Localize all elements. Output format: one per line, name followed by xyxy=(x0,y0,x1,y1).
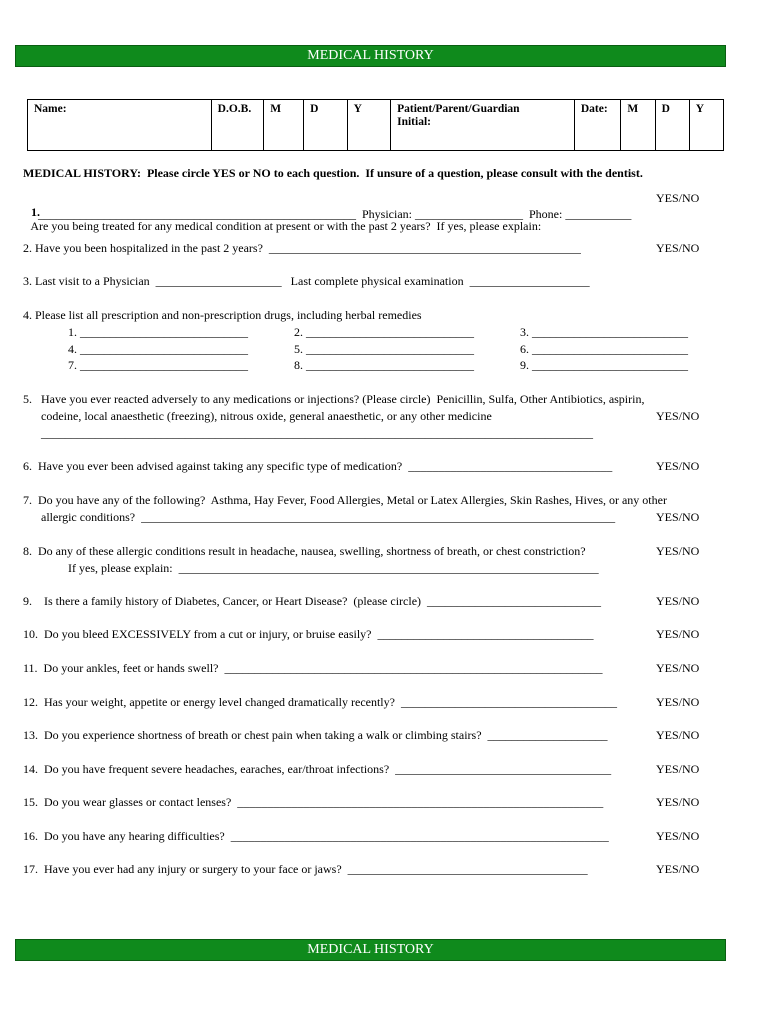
question-15: 15. Do you wear glasses or contact lenses? _____________________________________________________________ xyxy=(23,795,604,809)
question-5-yesno[interactable]: YES/NO xyxy=(656,409,700,423)
question-17-yesno[interactable]: YES/NO xyxy=(656,862,700,876)
question-12-yesno[interactable]: YES/NO xyxy=(656,695,700,709)
drug-line-6[interactable]: 6. __________________________ xyxy=(520,342,688,356)
date-day-field[interactable] xyxy=(655,100,689,151)
question-10: 10. Do you bleed EXCESSIVELY from a cut or injury, or bruise easily? ____________________________________ xyxy=(23,627,594,641)
dob-day-field[interactable] xyxy=(304,100,347,151)
patient-initial-field[interactable] xyxy=(391,100,575,151)
question-13: 13. Do you experience shortness of breath or chest pain when taking a walk or climbing stairs? ____________________ xyxy=(23,728,608,742)
question-16-yesno[interactable]: YES/NO xyxy=(656,829,700,843)
date-month-field[interactable] xyxy=(621,100,655,151)
question-1-yesno[interactable]: YES/NO xyxy=(656,191,700,205)
question-5-explain-line[interactable]: ____________________________________________________________________________________________ xyxy=(41,426,593,440)
question-13-yesno[interactable]: YES/NO xyxy=(656,728,700,742)
question-15-yesno[interactable]: YES/NO xyxy=(656,795,700,809)
question-12: 12. Has your weight, appetite or energy level changed dramatically recently? ____________________________________ xyxy=(23,695,617,709)
drug-line-1[interactable]: 1. ____________________________ xyxy=(68,325,248,339)
drug-line-2[interactable]: 2. ____________________________ xyxy=(294,325,474,339)
patient-label-line1: Patient/Parent/Guardian xyxy=(397,103,520,115)
dob-label: D.O.B. xyxy=(217,103,252,115)
question-8-line1: 8. Do any of these allergic conditions result in headache, nausea, swelling, shortness of breath, or chest constriction? xyxy=(23,544,586,558)
question-1-number: 1. xyxy=(31,205,40,219)
question-10-yesno[interactable]: YES/NO xyxy=(656,627,700,641)
question-8-explain-line[interactable]: If yes, please explain: ______________________________________________________________________ xyxy=(68,561,599,575)
question-11-yesno[interactable]: YES/NO xyxy=(656,661,700,675)
date-label: Date: xyxy=(580,103,608,115)
question-14-yesno[interactable]: YES/NO xyxy=(656,762,700,776)
question-7-line2: allergic conditions? _______________________________________________________________________________ xyxy=(41,510,616,524)
drug-line-8[interactable]: 8. ____________________________ xyxy=(294,358,474,372)
dob-day-label: D xyxy=(310,103,319,115)
question-14: 14. Do you have frequent severe headaches, earaches, ear/throat infections? ____________________________________ xyxy=(23,762,612,776)
title-banner-top: MEDICAL HISTORY xyxy=(15,45,726,67)
dob-month-label: M xyxy=(270,103,282,115)
date-year-field[interactable] xyxy=(689,100,723,151)
question-6-yesno[interactable]: YES/NO xyxy=(656,459,700,473)
dob-year-label: Y xyxy=(353,103,362,115)
dob-field[interactable] xyxy=(211,100,264,151)
question-1-text: Are you being treated for any medical condition at present or with the past 2 years? If yes, please explain: xyxy=(30,219,542,233)
date-field[interactable] xyxy=(574,100,621,151)
question-1-explain-line[interactable]: _____________________________________________________ Physician: __________________ Phone: ___________ xyxy=(38,207,632,221)
dob-year-field[interactable] xyxy=(347,100,390,151)
question-9: 9. Is there a family history of Diabetes, Cancer, or Heart Disease? (please circle) _____________________________ xyxy=(23,594,602,608)
title-banner-bottom: MEDICAL HISTORY xyxy=(15,939,726,961)
patient-label-line2: Initial: xyxy=(397,116,431,128)
instructions: MEDICAL HISTORY: Please circle YES or NO to each question. If unsure of a question, please consult with the dentist. xyxy=(23,166,643,180)
question-2: 2. Have you been hospitalized in the past 2 years? ____________________________________________________ xyxy=(23,241,581,255)
question-16: 16. Do you have any hearing difficulties? _______________________________________________________________ xyxy=(23,829,609,843)
question-8-yesno[interactable]: YES/NO xyxy=(656,544,700,558)
patient-header-table xyxy=(27,99,724,151)
question-9-yesno[interactable]: YES/NO xyxy=(656,594,700,608)
drug-line-3[interactable]: 3. __________________________ xyxy=(520,325,688,339)
drug-line-5[interactable]: 5. ____________________________ xyxy=(294,342,474,356)
drug-line-9[interactable]: 9. __________________________ xyxy=(520,358,688,372)
drug-line-7[interactable]: 7. ____________________________ xyxy=(68,358,248,372)
question-6: 6. Have you ever been advised against taking any specific type of medication? __________________________________ xyxy=(23,459,613,473)
date-month-label: M xyxy=(627,103,639,115)
date-year-label: Y xyxy=(695,103,705,115)
question-5-line2: codeine, local anaesthetic (freezing), nitrous oxide, general anaesthetic, or any other medicine xyxy=(41,409,492,423)
question-11: 11. Do your ankles, feet or hands swell? _______________________________________________________________ xyxy=(23,661,603,675)
question-7-line1: 7. Do you have any of the following? Asthma, Hay Fever, Food Allergies, Metal or Latex Allergies, Skin Rashes, Hives, or any other xyxy=(23,493,667,507)
question-7-yesno[interactable]: YES/NO xyxy=(656,510,700,524)
question-2-yesno[interactable]: YES/NO xyxy=(656,241,700,255)
question-3: 3. Last visit to a Physician _____________________ Last complete physical examination ____________________ xyxy=(23,274,590,288)
date-day-label: D xyxy=(661,103,670,115)
question-5-line1: 5. Have you ever reacted adversely to any medications or injections? (Please circle) Penicillin, Sulfa, Other Antibiotics, aspirin, xyxy=(23,392,645,406)
question-17: 17. Have you ever had any injury or surgery to your face or jaws? ________________________________________ xyxy=(23,862,588,876)
question-4: 4. Please list all prescription and non-prescription drugs, including herbal remedies xyxy=(23,308,422,322)
drug-line-4[interactable]: 4. ____________________________ xyxy=(68,342,248,356)
dob-month-field[interactable] xyxy=(264,100,304,151)
name-label: Name: xyxy=(34,103,67,115)
name-field[interactable] xyxy=(28,100,212,151)
